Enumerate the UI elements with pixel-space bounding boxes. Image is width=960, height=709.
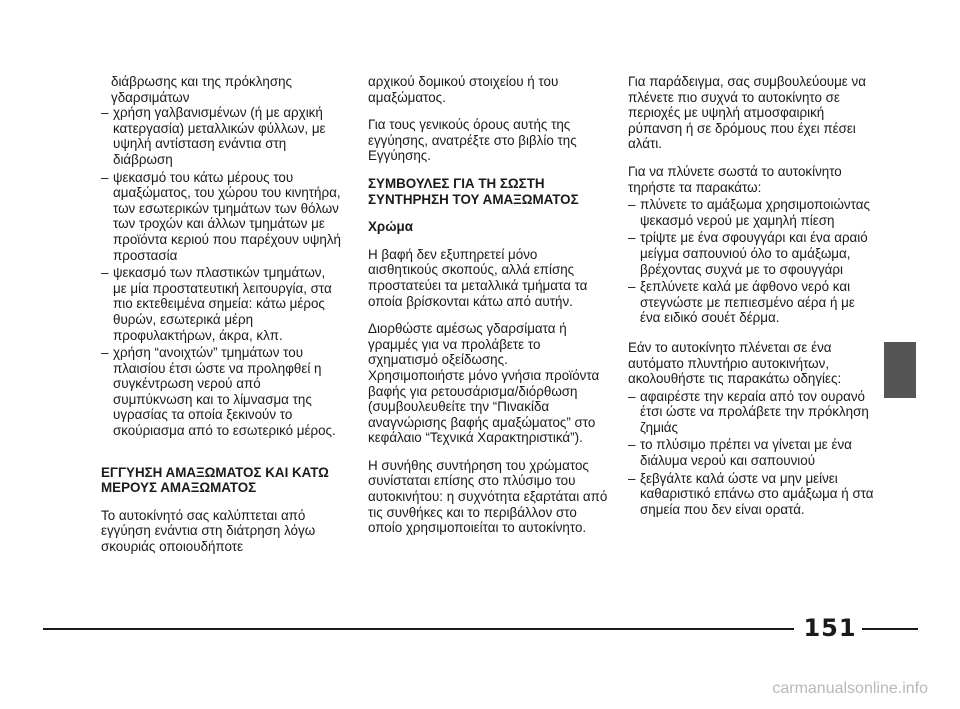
list-item-text: το πλύσιμο πρέπει να γίνεται με ένα διάλυμα νερού και σαπουνιού <box>640 437 852 469</box>
page-number: 151 <box>803 614 857 642</box>
paragraph-continuation <box>101 74 341 105</box>
dash-bullet: – <box>628 230 636 246</box>
list-item-text: τρίψτε με ένα σφουγγάρι και ένα αραιό μείγμα σαπουνιού όλο το αμάξωμα, βρέχοντας συχνά με το σφουγγάρι <box>640 230 868 277</box>
dash-bullet: – <box>628 388 636 404</box>
dash-bullet: – <box>628 470 636 486</box>
list-item-text: ψεκασμό του κάτω μέρους του αμαξώματος, του χώρου του κινητήρα, των εσωτερικών τμημάτων των θόλων των τροχών και άλλων τμημάτων με προϊόντα κεριού που παρέχουν υψηλή προστασία <box>113 169 341 263</box>
spacer <box>101 441 341 453</box>
list-item-text: ψεκασμό των πλαστικών τμημάτων, με μία προστατευτική λειτουργία, στα πιο εκτεθειμένα σημεία: κάτω μέρος θυρών, εσωτερικά μέρη προφυλακτήρων, άκρα, κλπ. <box>113 265 332 343</box>
dash-bullet: – <box>628 197 636 213</box>
list-item <box>101 265 341 343</box>
list-item <box>628 197 878 228</box>
footer-rule <box>43 628 794 630</box>
section-heading: ΕΓΓΥΗΣΗ ΑΜΑΞΩΜΑΤΟΣ ΚΑΙ ΚΑΤΩ ΜΕΡΟΥΣ ΑΜΑΞΩΜΑΤΟΣ <box>101 464 329 496</box>
column-3 <box>628 74 878 519</box>
list-item <box>628 279 878 326</box>
footer-rule <box>862 628 918 630</box>
list-item-text: χρήση “ανοιχτών” τμημάτων του πλαισίου έτσι ώστε να προληφθεί η συγκέντρωση νερού από συμπύκνωση και το λίμνασμα της υγρασίας τα οποία ξεκινούν το σκούριασμα από το εσωτερικό μέρος. <box>113 345 336 439</box>
paragraph: Η συνήθης συντήρηση του χρώματος συνίσταται επίσης στο πλύσιμο του αυτοκινήτου: η συχνότητα εξαρτάται από τις συνθήκες και το περιβάλλον στο οποίο χρησιμοποιείται το αυτοκίνητο. <box>368 457 608 536</box>
dash-bullet: – <box>628 437 636 453</box>
spacer <box>628 328 878 340</box>
list-item-text: ξεβγάλτε καλά ώστε να μην μείνει καθαριστικό επάνω στο αμάξωμα ή στα σημεία που δεν είναι ορατά. <box>640 470 874 517</box>
list-item <box>101 170 341 264</box>
paragraph: Για τους γενικούς όρους αυτής της εγγύησης, ανατρέξτε στο βιβλίο της Εγγύησης. <box>368 117 577 164</box>
dash-bullet: – <box>101 105 109 121</box>
list-item <box>628 230 878 277</box>
watermark: carmanualsonline.info <box>772 680 928 697</box>
list-item-text: αφαιρέστε την κεραία από τον ουρανό έτσι ώστε να προλάβετε την πρόκληση ζημιάς <box>640 388 869 435</box>
paragraph: Εάν το αυτοκίνητο πλένεται σε ένα αυτόματο πλυντήριο αυτοκινήτων, ακολουθήστε τις παρακάτω οδηγίες: <box>628 339 842 387</box>
list-item-text: χρήση γαλβανισμένων (ή με αρχική κατεργασία) μεταλλικών φύλλων, με υψηλή αντίσταση ενάντια στη διάβρωση <box>113 105 326 167</box>
paragraph: αρχικού δομικού στοιχείου ή του αμαξώματος. <box>368 74 559 105</box>
column-1 <box>101 74 341 567</box>
paragraph: Για παράδειγμα, σας συμβουλεύουμε να πλένετε πιο συχνά το αυτοκίνητο σε περιοχές με υψηλή ατμοσφαιρική ρύπανση ή σε δρόμους που έχει πέσει αλάτι. <box>628 74 866 152</box>
list-item <box>628 471 878 518</box>
column-2 <box>368 74 608 548</box>
list-item <box>628 389 878 436</box>
list-item <box>628 437 878 468</box>
dash-bullet: – <box>101 265 109 281</box>
section-tab-marker <box>884 342 916 398</box>
subheading: Χρώμα <box>368 219 413 235</box>
list-item <box>101 105 341 167</box>
spacer <box>101 453 341 465</box>
dash-bullet: – <box>628 279 636 295</box>
text-line: γδαρσιμάτων <box>111 89 190 105</box>
list-item-text: ξεπλύνετε καλά με άφθονο νερό και στεγνώστε με πεπιεσμένο αέρα ή με ένα ειδικό σουέτ δέρμα. <box>640 279 855 326</box>
paragraph: Για να πλύνετε σωστά το αυτοκίνητο τηρήστε τα παρακάτω: <box>628 163 842 195</box>
paragraph: Η βαφή δεν εξυπηρετεί μόνο αισθητικούς σκοπούς, αλλά επίσης προστατεύει τα μεταλλικά τμήματα τα οποία βρίσκονται κάτω από αυτήν. <box>368 246 588 309</box>
dash-bullet: – <box>101 169 109 185</box>
paragraph: Το αυτοκίνητό σας καλύπτεται από εγγύηση ενάντια στη διάτρηση λόγω σκουριάς οποιουδήποτε <box>101 507 316 555</box>
text-line: διάβρωσης και της πρόκλησης <box>111 74 293 89</box>
dash-bullet: – <box>101 345 109 361</box>
paragraph: Διορθώστε αμέσως γδαρσίματα ή γραμμές για να προλάβετε το σχηματισμό οξείδωσης. Χρησιμοποιήστε μόνο γνήσια προϊόντα βαφής για ρετουσάρισμα/διόρθωση (συμβουλευθείτε την “Πινακίδα αναγνώρισης βαφής αμαξώματος” στο κεφάλαιο “Τεχνικά Χαρακτηριστικά”). <box>368 321 600 446</box>
list-item-text: πλύνετε το αμάξωμα χρησιμοποιώντας ψεκασμό νερού με χαμηλή πίεση <box>640 197 870 228</box>
section-heading: ΣΥΜΒΟΥΛΕΣ ΓΙΑ ΤΗ ΣΩΣΤΗ ΣΥΝΤΗΡΗΣΗ ΤΟΥ ΑΜΑΞΩΜΑΤΟΣ <box>368 175 579 207</box>
list-item <box>101 345 341 439</box>
